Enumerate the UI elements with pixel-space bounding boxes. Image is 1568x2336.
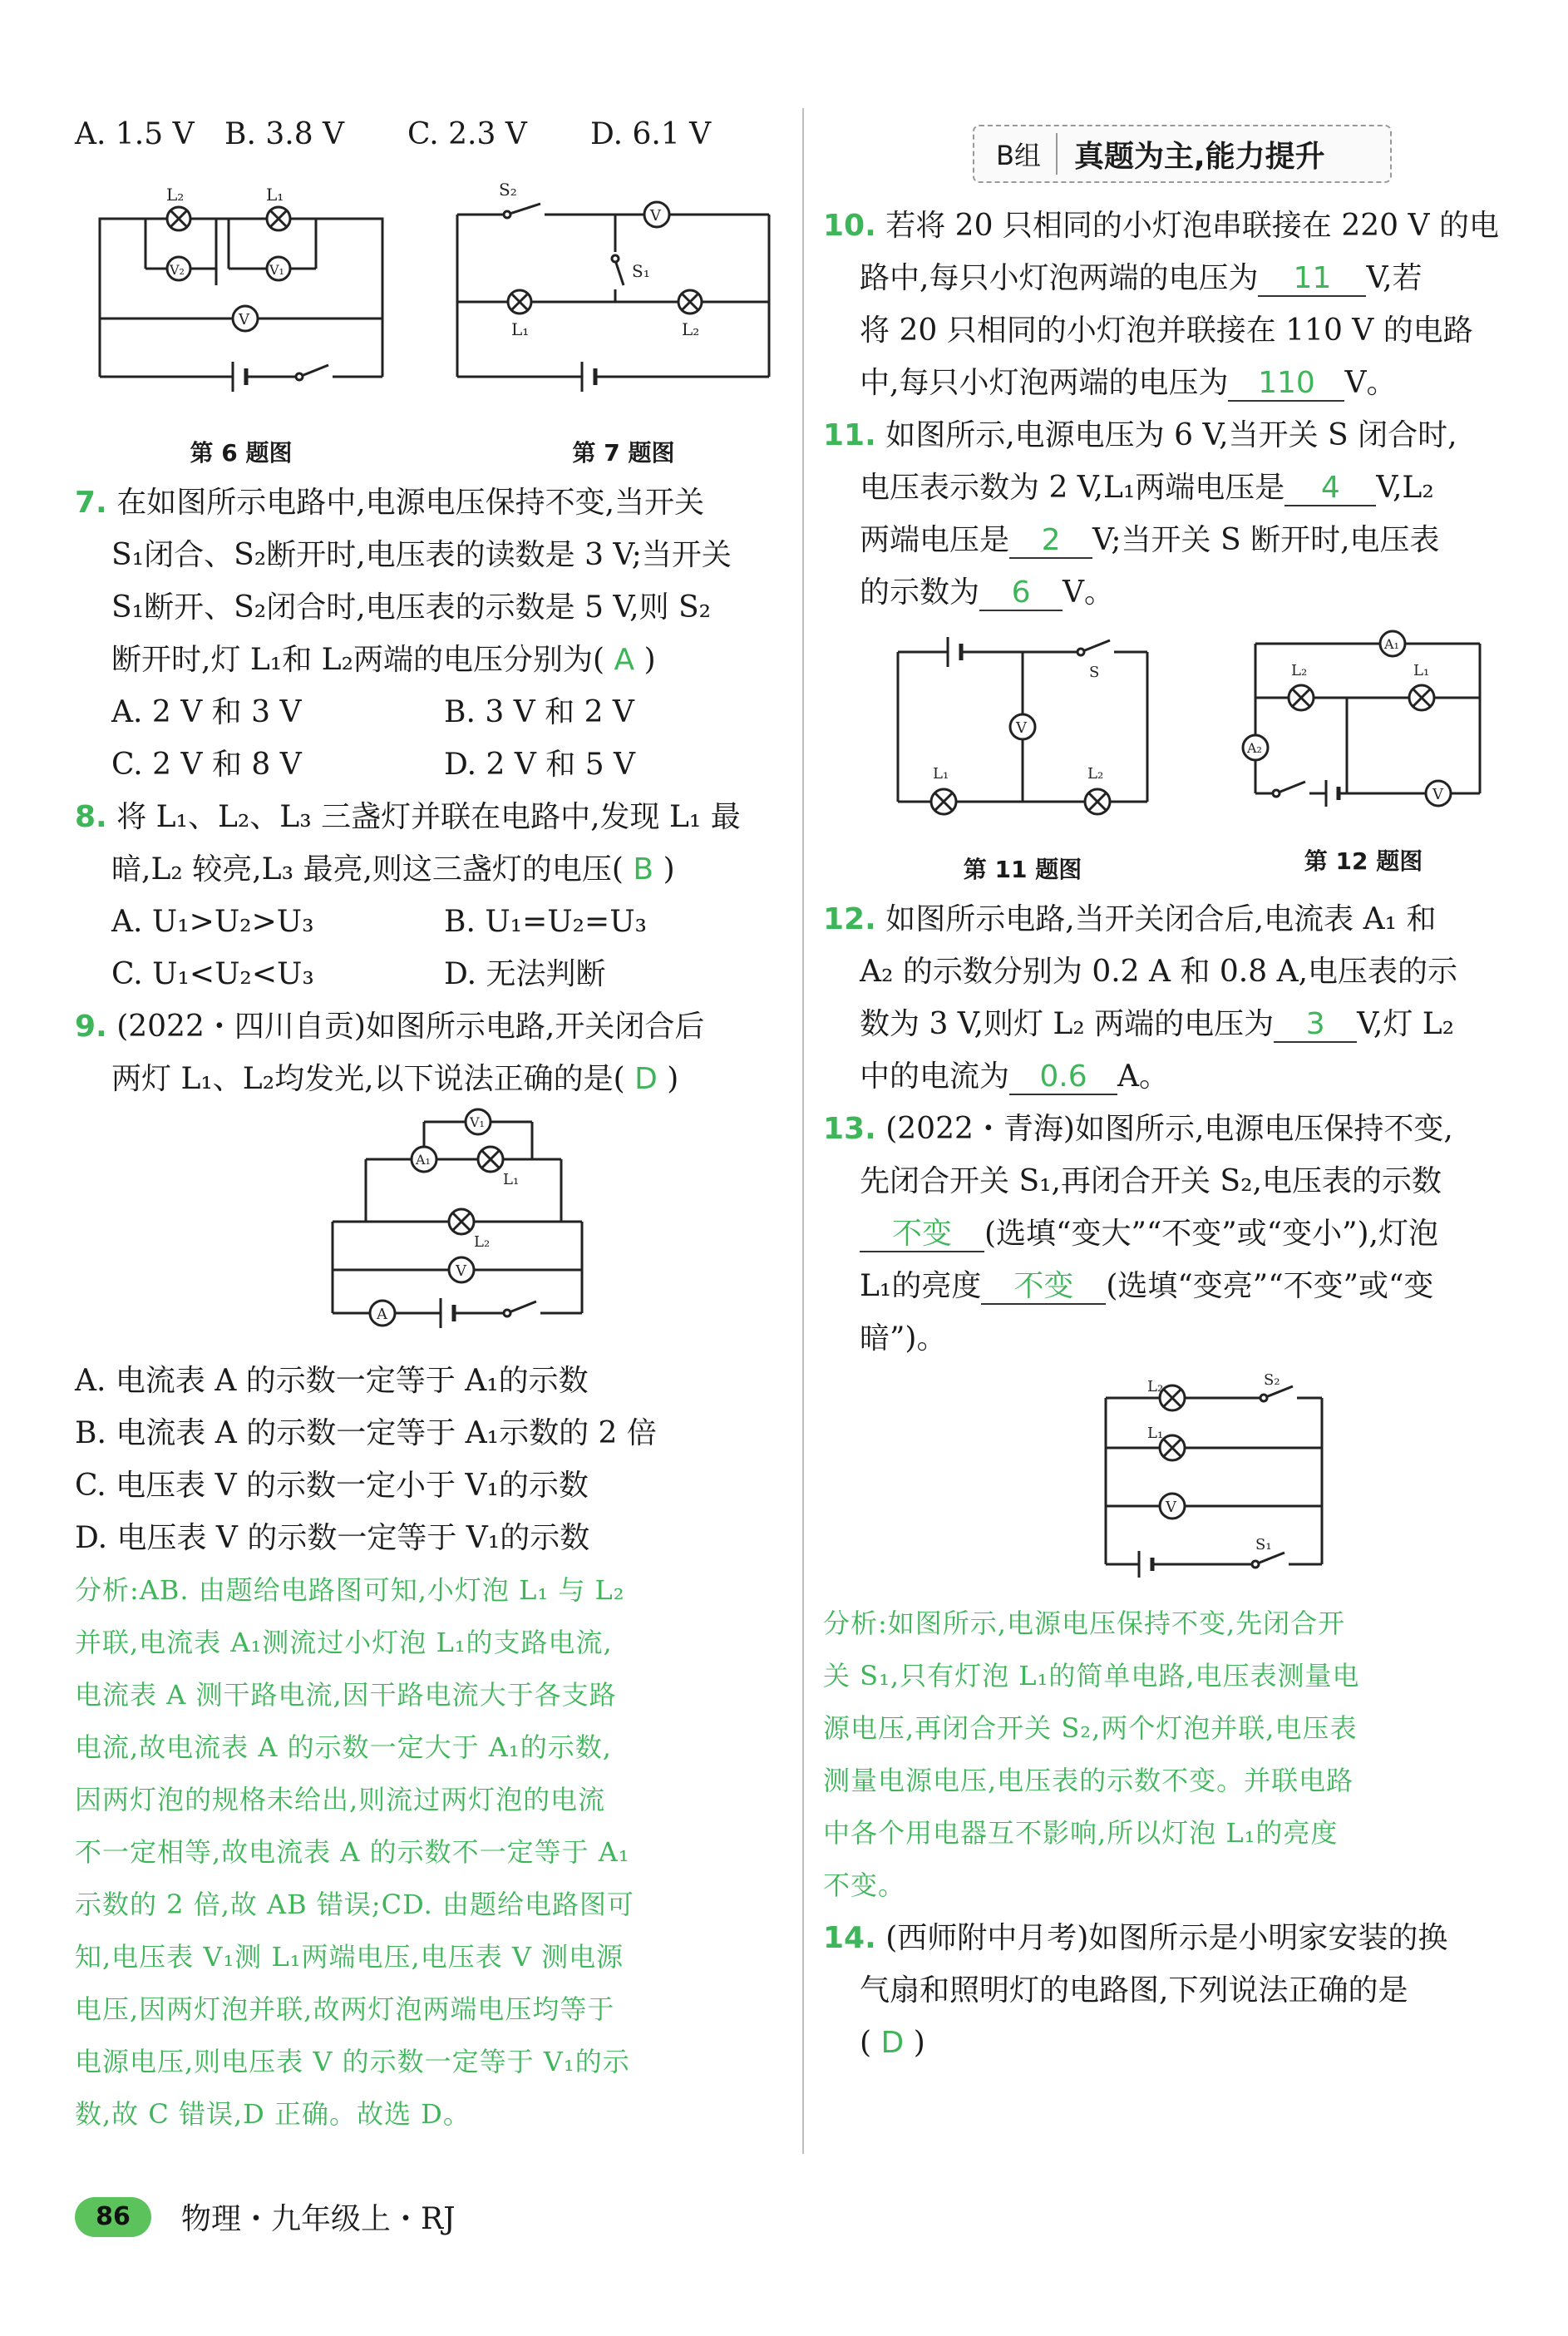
q12-line-3: 数为 3 V,则灯 L₂ 两端的电压为 [860,1007,1275,1041]
q10-line-4: 中,每只小灯泡两端的电压为 [860,366,1229,400]
q13-line-5: 暗”)。 [860,1321,947,1356]
q14-answer: D [880,2026,905,2060]
fig6-lamp-l1 [267,207,290,230]
fig6-lamp-l2 [167,207,190,230]
q9-analysis-line: 因两灯泡的规格未给出,则流过两灯泡的电流 [75,1784,606,1815]
q9-analysis-line: 不一定相等,故电流表 A 的示数不一定等于 A₁ [75,1836,630,1868]
svg-text:L₂: L₂ [166,185,185,205]
left-column [75,100,790,2141]
q11-line-2: 电压表示数为 2 V,L₁两端电压是 [860,471,1285,505]
q9-analysis-line: 电源电压,则电压表 V 的示数一定等于 V₁的示 [75,2046,630,2077]
question-14 [823,1912,1538,2069]
svg-text:V₂: V₂ [170,262,185,278]
q9-option-c[interactable]: C. 电压表 V 的示数一定小于 V₁的示数 [75,1469,589,1503]
q11-line-3-end: V;当开关 S 断开时,电压表 [1092,523,1440,557]
q13-analysis-line: 不变。 [823,1869,906,1901]
svg-text:V: V [650,207,661,225]
q13-line-4-end: (选填“变亮”“不变”或“变 [1106,1269,1434,1303]
figure-6-circuit [83,169,399,418]
q10-line-2-end: V,若 [1366,261,1423,295]
question-8 [75,791,790,1000]
svg-text:V: V [456,1262,466,1280]
q12-line-4-end: A。 [1117,1059,1170,1094]
question-7 [75,477,790,791]
svg-text:L₂: L₂ [682,319,700,339]
figure-9-wrap [75,1105,790,1355]
q14-line-2: 气扇和照明灯的电路图,下列说法正确的是 [860,1973,1408,2008]
fig12-lamp-l1 [1409,685,1434,710]
q10-number: 10. [823,209,876,243]
q9-option-a[interactable]: A. 电流表 A 的示数一定等于 A₁的示数 [75,1364,589,1398]
q9-close-paren: ) [667,1062,679,1096]
svg-text:L₁: L₁ [266,185,284,205]
fig7-caption: 第 7 题图 [572,439,675,467]
q9-option-d[interactable]: D. 电压表 V 的示数一定等于 V₁的示数 [75,1521,590,1555]
q9-option-b[interactable]: B. 电流表 A 的示数一定等于 A₁示数的 2 倍 [75,1416,657,1450]
q14-number: 14. [823,1921,876,1955]
svg-text:L₂: L₂ [1291,662,1308,679]
q13-analysis-line: 中各个用电器互不影响,所以灯泡 L₁的亮度 [823,1817,1339,1849]
q11-line-4: 的示数为 [860,575,980,610]
svg-text:A₁: A₁ [416,1152,431,1168]
fig6-caption: 第 6 题图 [190,439,293,467]
figure-12-circuit [1230,627,1505,827]
q11-number: 11. [823,418,876,452]
q9-analysis-line: 示数的 2 倍,故 AB 错误;CD. 由题给电路图可 [75,1889,634,1920]
q9-analysis [75,1564,790,2141]
q9-line-1: (2022・四川自贡)如图所示电路,开关闭合后 [116,1010,705,1044]
q10-line-4-end: V。 [1344,366,1397,400]
svg-text:L₁: L₁ [511,319,530,339]
q6-option-a[interactable]: A. 1.5 V [75,117,195,151]
q9-line-2: 两灯 L₁、L₂均发光,以下说法正确的是( [111,1062,625,1096]
q11-line-4-end: V。 [1063,575,1115,610]
q12-blank-1[interactable]: 3 [1274,1008,1357,1043]
right-column [823,200,1538,2069]
q7-line-2: S₁闭合、S₂断开时,电压表的读数是 3 V;当开关 [111,538,732,572]
q9-number: 9. [75,1010,107,1044]
q11-blank-1[interactable]: 4 [1284,472,1376,506]
svg-text:V₁: V₁ [470,1114,485,1130]
svg-text:L₁: L₁ [503,1171,520,1188]
q7-option-a[interactable]: A. 2 V 和 3 V [111,695,302,729]
fig13-lamp-l1 [1160,1435,1185,1460]
svg-text:L₂: L₂ [474,1233,491,1251]
svg-text:L₁: L₁ [1147,1425,1164,1442]
q9-answer: D [634,1062,658,1096]
figures-6-7 [75,161,790,468]
fig9-lamp-l1 [478,1147,503,1172]
fig12-lamp-l2 [1289,685,1314,710]
svg-text:L₁: L₁ [1413,662,1430,679]
q13-line-2: 先闭合开关 S₁,再闭合开关 S₂,电压表的示数 [860,1164,1442,1198]
q13-number: 13. [823,1112,876,1146]
q7-option-c[interactable]: C. 2 V 和 8 V [111,748,302,782]
page-number: 86 [75,2197,151,2237]
q6-option-c[interactable]: C. 2.3 V [407,117,527,151]
q8-option-d[interactable]: D. 无法判断 [444,957,606,991]
question-10 [823,200,1538,409]
q13-analysis [823,1598,1538,1912]
q7-option-d[interactable]: D. 2 V 和 5 V [444,748,636,782]
b-group-header [973,125,1392,183]
q12-line-3-end: V,灯 L₂ [1357,1007,1455,1041]
b-group-title: 真题为主,能力提升 [1074,139,1325,174]
q10-blank-2[interactable]: 110 [1228,367,1344,402]
svg-text:S: S [1089,664,1100,681]
q8-option-c[interactable]: C. U₁<U₂<U₃ [111,957,314,991]
q8-line-1: 将 L₁、L₂、L₃ 三盏灯并联在电路中,发现 L₁ 最 [116,800,741,834]
q11-line-2-end: V,L₂ [1376,471,1434,505]
svg-text:V₁: V₁ [269,262,284,278]
q12-line-4: 中的电流为 [860,1059,1010,1094]
svg-text:S₂: S₂ [499,180,517,200]
svg-text:V: V [1166,1499,1176,1516]
q11-line-3: 两端电压是 [860,523,1010,557]
q9-analysis-line: 数,故 C 错误,D 正确。故选 D。 [75,2098,471,2130]
figure-7-circuit [441,169,790,418]
q9-analysis-line: 知,电压表 V₁测 L₁两端电压,电压表 V 测电源 [75,1941,624,1973]
fig9-lamp-l2 [449,1209,474,1234]
footer-subject: 物理・九年级上・RJ [181,2202,456,2236]
figure-13-wrap [823,1365,1538,1598]
q13-line-3: (选填“变大”“不变”或“变小”),灯泡 [984,1217,1438,1251]
svg-text:L₂: L₂ [1087,765,1104,783]
q9-analysis-line: 电流,故电流表 A 的示数一定大于 A₁的示数, [75,1731,612,1763]
fig7-lamp-l1 [508,290,531,314]
q12-blank-2[interactable]: 0.6 [1009,1060,1117,1095]
b-group-tag: B组 [981,133,1058,175]
question-13 [823,1103,1538,1912]
column-divider [802,108,804,2154]
svg-text:A₁: A₁ [1384,636,1399,652]
q13-analysis-line: 分析:如图所示,电源电压保持不变,先闭合开 [823,1608,1346,1639]
q9-analysis-line: 电流表 A 测干路电流,因干路电流大于各支路 [75,1679,617,1711]
q8-close-paren: ) [663,852,675,886]
q10-line-3: 将 20 只相同的小灯泡并联接在 110 V 的电路 [860,314,1473,348]
svg-text:V: V [1432,786,1443,803]
q7-option-b[interactable]: B. 3 V 和 2 V [444,695,634,729]
q6-option-d[interactable]: D. 6.1 V [590,117,712,151]
q14-open-paren: ( [860,2026,872,2060]
figure-9-circuit [324,1105,590,1346]
fig11-lamp-l1 [931,789,956,814]
svg-text:V: V [239,311,249,328]
q8-answer: B [633,852,654,886]
q7-line-3: S₁断开、S₂闭合时,电压表的示数是 5 V,则 S₂ [111,590,712,625]
q7-answer: A [614,643,635,677]
q10-line-1: 若将 20 只相同的小灯泡串联接在 220 V 的电 [885,209,1499,243]
q6-option-b[interactable]: B. 3.8 V [224,117,345,151]
fig12-caption: 第 12 题图 [1304,847,1423,875]
q13-analysis-line: 测量电源电压,电压表的示数不变。并联电路 [823,1765,1354,1796]
q13-analysis-line: 关 S₁,只有灯泡 L₁的简单电路,电压表测量电 [823,1660,1360,1692]
question-11 [823,409,1538,619]
q11-blank-2[interactable]: 2 [1009,524,1092,559]
question-9 [75,1000,790,2141]
svg-text:S₂: S₂ [1264,1373,1280,1389]
q13-blank-2[interactable]: 不变 [981,1270,1106,1305]
q12-line-2: A₂ 的示数分别为 0.2 A 和 0.8 A,电压表的示 [860,955,1458,989]
svg-text:L₁: L₁ [933,765,949,783]
svg-text:S₁: S₁ [632,261,650,281]
fig13-lamp-l2 [1160,1385,1185,1410]
q7-number: 7. [75,486,107,520]
q7-close-paren: ) [643,643,656,677]
q14-close-paren: ) [913,2026,925,2060]
q9-analysis-line: 分析:AB. 由题给电路图可知,小灯泡 L₁ 与 L₂ [75,1574,625,1606]
svg-text:A: A [377,1306,387,1323]
q12-line-1: 如图所示电路,当开关闭合后,电流表 A₁ 和 [885,902,1437,936]
svg-text:A₂: A₂ [1247,740,1262,756]
fig11-lamp-l2 [1085,789,1110,814]
q13-line-1: (2022・青海)如图所示,电源电压保持不变, [885,1112,1453,1146]
q8-line-2: 暗,L₂ 较亮,L₃ 最亮,则这三盏灯的电压( [111,852,624,886]
q7-line-4: 断开时,灯 L₁和 L₂两端的电压分别为( [111,643,605,677]
svg-text:V: V [1016,719,1027,737]
q10-line-2: 路中,每只小灯泡两端的电压为 [860,261,1259,295]
q8-option-a[interactable]: A. U₁>U₂>U₃ [111,905,314,939]
q11-line-1: 如图所示,电源电压为 6 V,当开关 S 闭合时, [885,418,1457,452]
q9-analysis-line: 并联,电流表 A₁测流过小灯泡 L₁的支路电流, [75,1627,613,1658]
figures-11-12 [823,619,1538,893]
q13-line-4: L₁的亮度 [860,1269,982,1303]
q11-blank-3[interactable]: 6 [979,576,1063,611]
q12-number: 12. [823,902,876,936]
q8-number: 8. [75,800,107,834]
figure-11-circuit [881,635,1164,843]
q8-option-b[interactable]: B. U₁=U₂=U₃ [444,905,647,939]
q13-blank-1[interactable]: 不变 [860,1217,984,1252]
q7-line-1: 在如图所示电路中,电源电压保持不变,当开关 [116,486,705,520]
question-12 [823,893,1538,1103]
fig11-caption: 第 11 题图 [963,856,1082,883]
q13-analysis-line: 源电压,再闭合开关 S₂,两个灯泡并联,电压表 [823,1712,1358,1744]
svg-text:L₂: L₂ [1147,1378,1164,1395]
q10-blank-1[interactable]: 11 [1258,262,1366,297]
page-footer [75,2195,456,2238]
svg-text:S₁: S₁ [1255,1536,1272,1553]
q14-line-1: (西师附中月考)如图所示是小明家安装的换 [885,1921,1448,1955]
q9-analysis-line: 电压,因两灯泡并联,故两灯泡两端电压均等于 [75,1993,615,2025]
q6-options [75,108,790,161]
fig7-lamp-l2 [678,290,702,314]
figure-13-circuit [1089,1373,1339,1589]
